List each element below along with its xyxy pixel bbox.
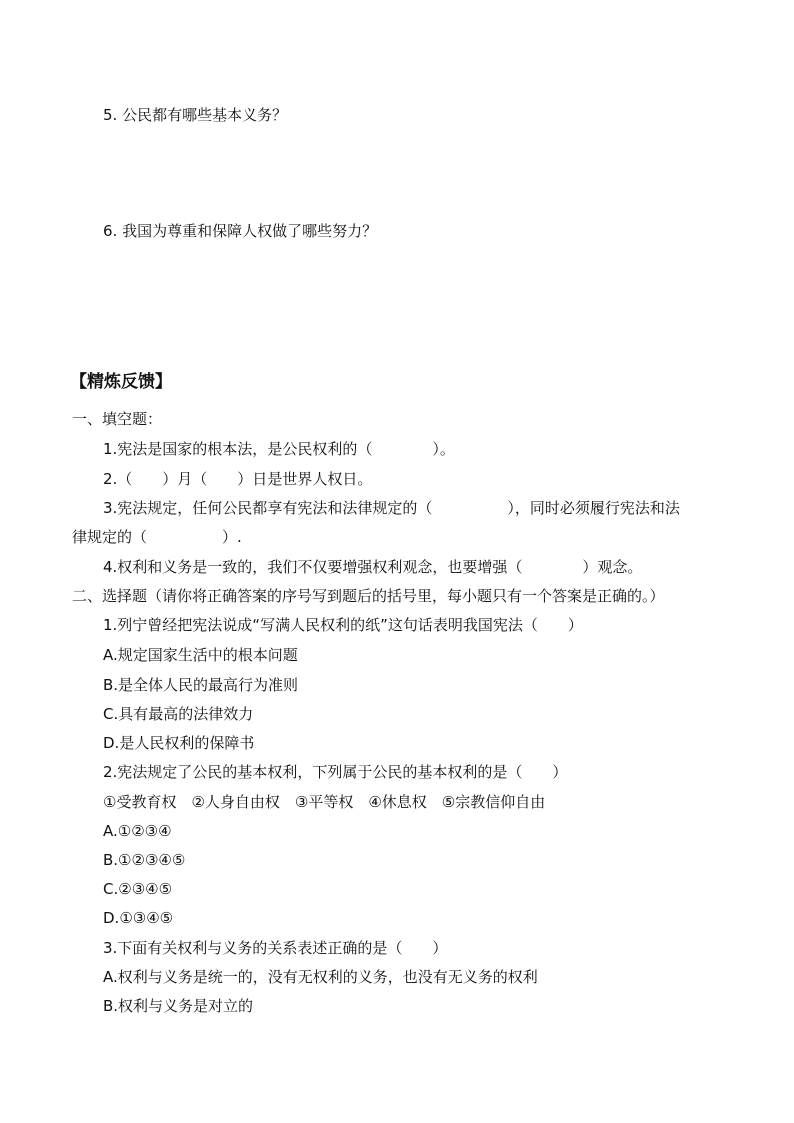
question-6: 6. 我国为尊重和保障人权做了哪些努力？ [103, 222, 378, 240]
fill-blank-item-1: 1.宪法是国家的根本法，是公民权利的（ ）。 [103, 440, 455, 458]
section-title: 【精炼反馈】 [70, 372, 172, 392]
choice-title: 二、选择题（请你将正确答案的序号写到题后的括号里，每小题只有一个答案是正确的。） [72, 587, 665, 605]
choice-q2-option-a: A.①②③④ [103, 822, 172, 840]
choice-q3-stem: 3.下面有关权利与义务的关系表述正确的是（ ） [103, 939, 448, 957]
fill-blank-item-2: 2.（ ）月（ ）日是世界人权日。 [103, 470, 373, 488]
choice-q2-list: ①受教育权 ②人身自由权 ③平等权 ④休息权 ⑤宗教信仰自由 [103, 793, 546, 811]
choice-q2-option-b: B.①②③④⑤ [103, 851, 186, 869]
choice-q1-option-a: A.规定国家生活中的根本问题 [103, 646, 298, 664]
fill-blank-title: 一、填空题： [72, 410, 163, 428]
question-5: 5. 公民都有哪些基本义务？ [103, 106, 288, 124]
choice-q3-option-b: B.权利与义务是对立的 [103, 997, 254, 1015]
choice-q1-option-c: C.具有最高的法律效力 [103, 705, 254, 723]
choice-q2-option-c: C.②③④⑤ [103, 880, 173, 898]
choice-q1-option-d: D.是人民权利的保障书 [103, 734, 255, 752]
fill-blank-item-4: 4.权利和义务是一致的，我们不仅要增强权利观念，也要增强（ ）观念。 [103, 558, 643, 576]
choice-q2-stem: 2.宪法规定了公民的基本权利，下列属于公民的基本权利的是（ ） [103, 763, 568, 781]
choice-q1-option-b: B.是全体人民的最高行为准则 [103, 676, 299, 694]
choice-q1-stem: 1.列宁曾经把宪法说成“写满人民权利的纸”这句话表明我国宪法（ ） [103, 616, 583, 634]
fill-blank-item-3: 3.宪法规定，任何公民都享有宪法和法律规定的（ ），同时必须履行宪法和法 [103, 499, 680, 517]
choice-q3-option-a: A.权利与义务是统一的，没有无权利的义务，也没有无义务的权利 [103, 968, 538, 986]
fill-blank-item-3-cont: 律规定的（ ）. [72, 528, 242, 546]
choice-q2-option-d: D.①③④⑤ [103, 909, 174, 927]
